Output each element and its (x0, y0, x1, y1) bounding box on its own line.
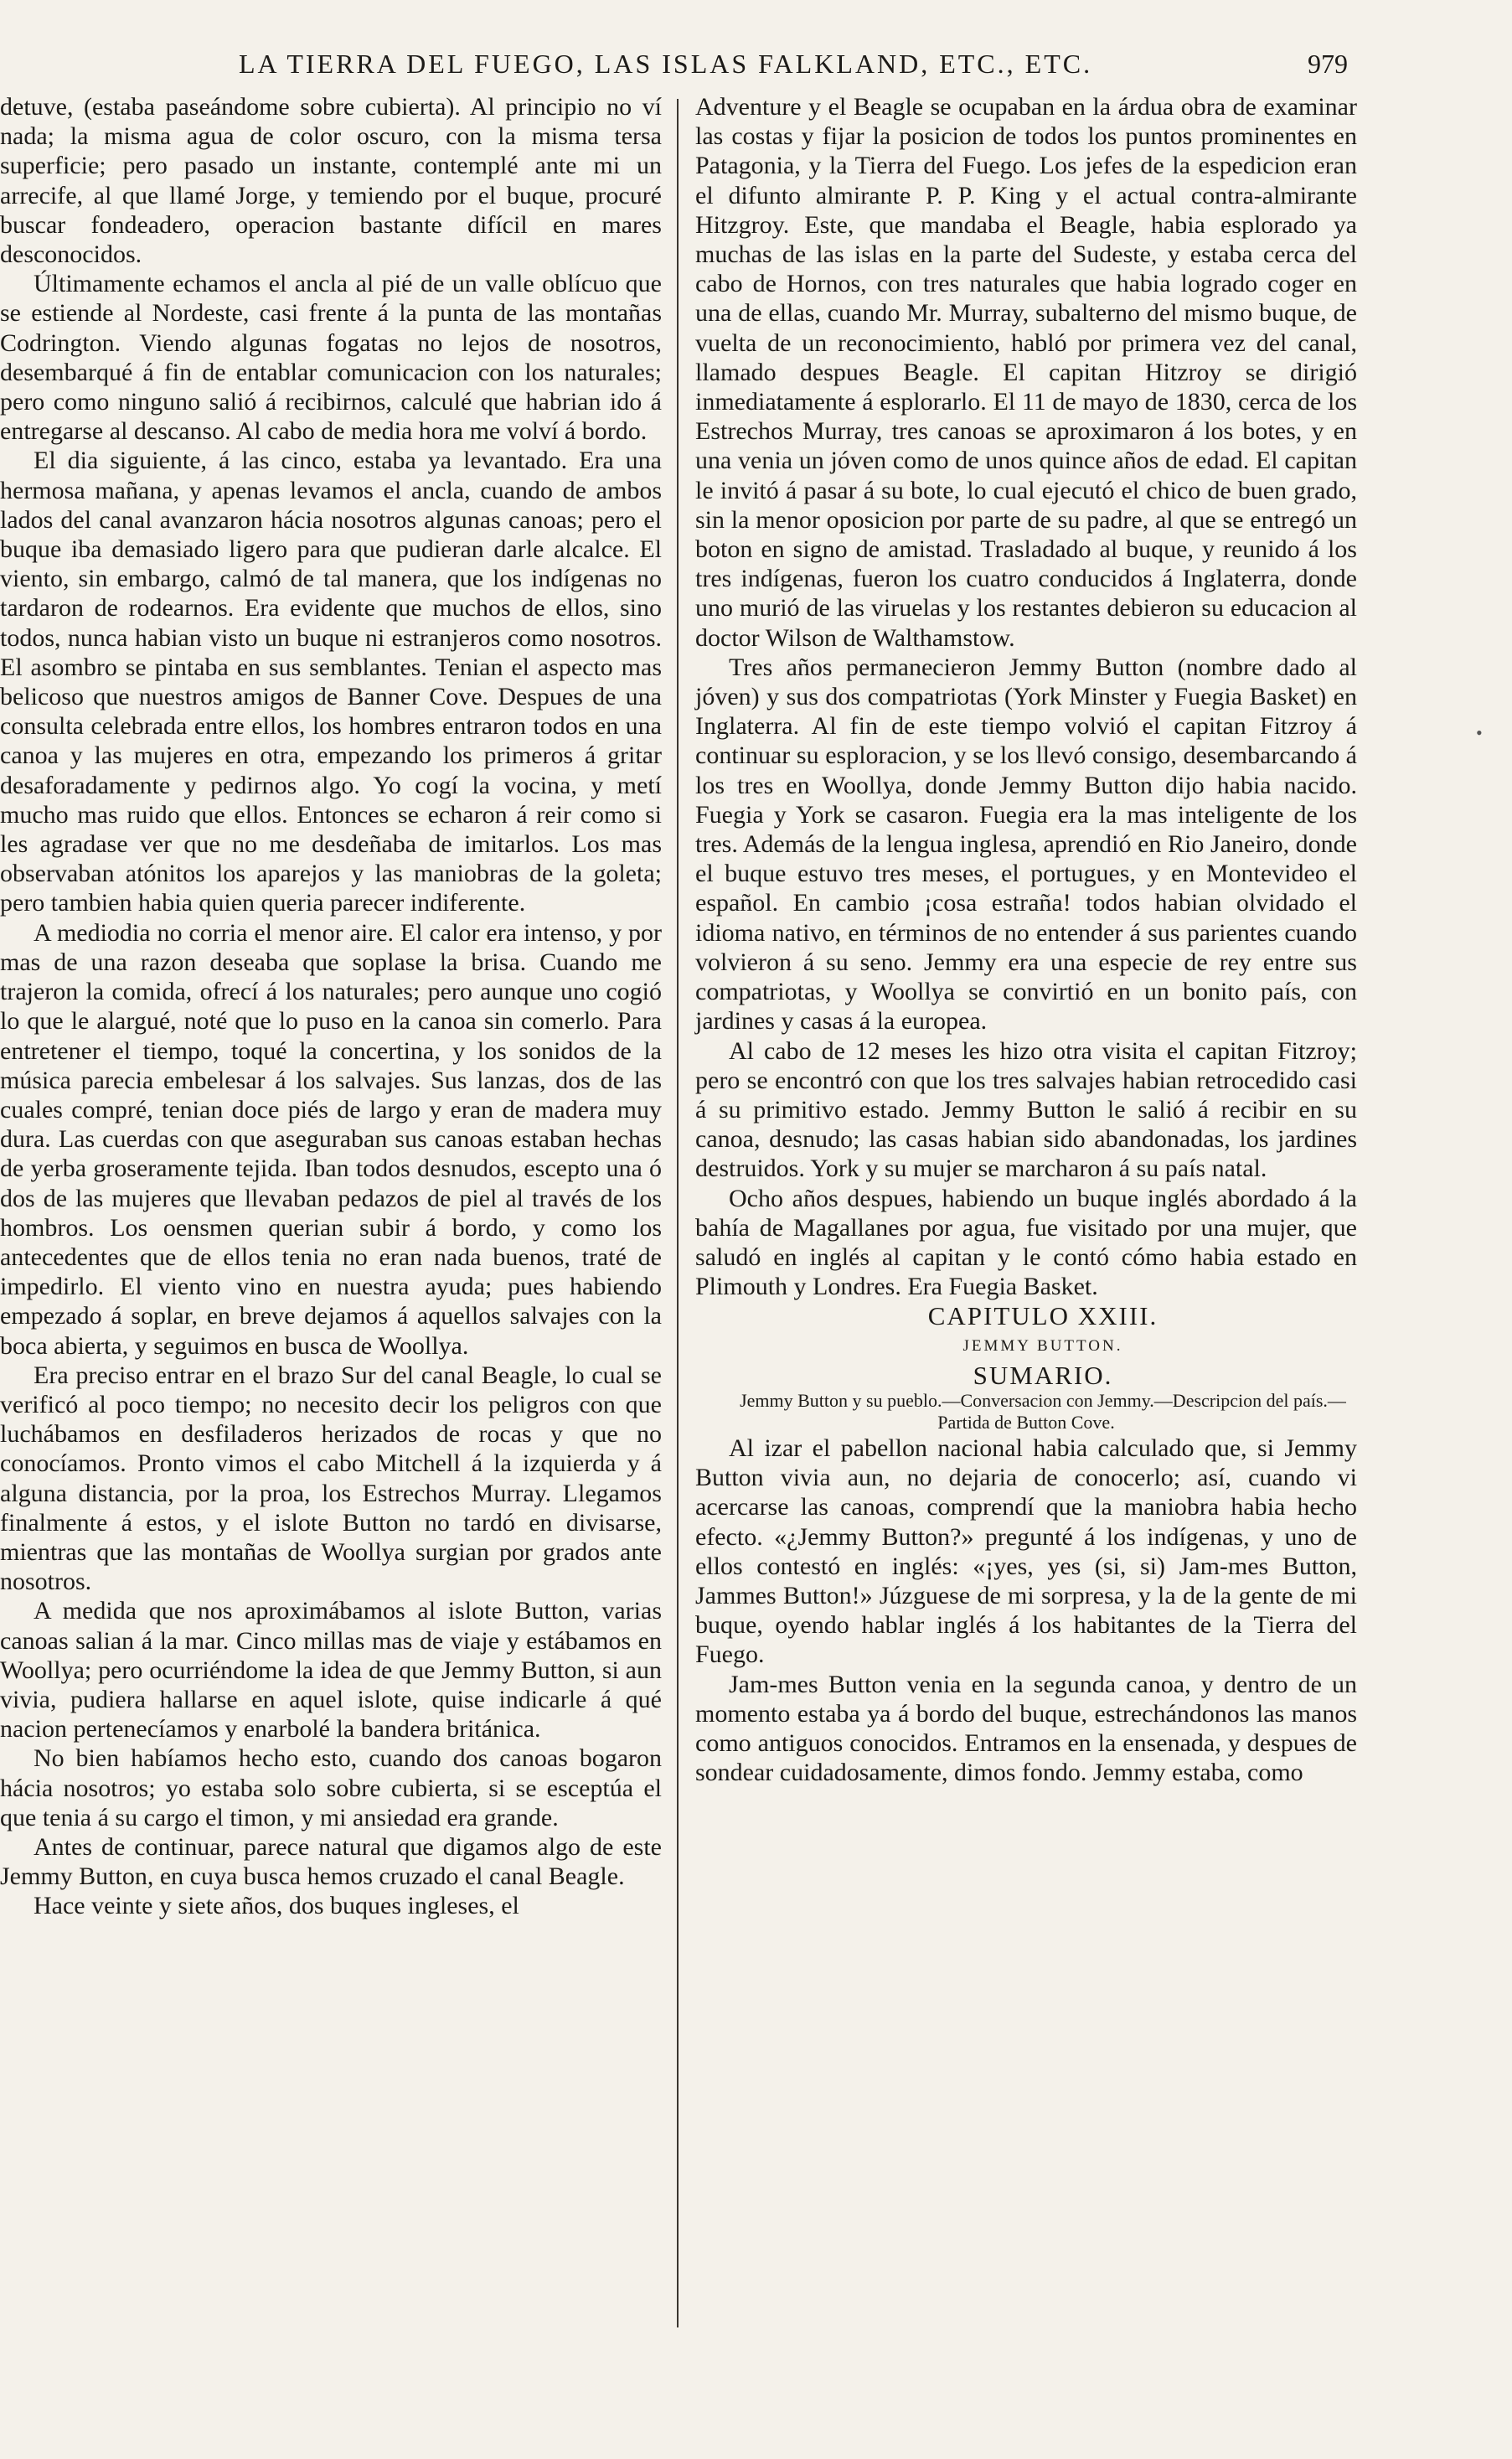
paragraph: Hace veinte y siete años, dos buques ingleses, el (34, 1892, 519, 1920)
page-number: 979 (1308, 49, 1348, 79)
summary-title: SUMARIO. (973, 1360, 1113, 1390)
paragraph: Últimamente echamos el ancla al pié de un valle oblícuo que se estiende al Nordeste, casi frente á la punta de las montañas Codrington. Viendo algunas fogatas no lejos de nosotros, desembarqué á fin de entablar comunicacion con los naturales; pero como ninguno salió á recibirnos, calculé que habrian ido á entregarse al descanso. Al cabo de media hora me volví á bordo. (0, 270, 662, 446)
chapter-subtitle: JEMMY BUTTON. (962, 1336, 1123, 1355)
paragraph: Jam-mes Button venia en la segunda canoa, y dentro de un momento estaba ya á bordo del buque, estrechándonos las manos como antiguos conocidos. Entramos en la ensenada, y despues de sondear cuidadosamente, dimos fondo. Jemmy estaba, como (695, 1670, 1357, 1787)
paragraph: Al cabo de 12 meses les hizo otra visita el capitan Fitzroy; pero se encontró con que los tres salvajes habian retrocedido casi á su primitivo estado. Jemmy Button le salió á recibir en su canoa, desnudo; las casas habian sido abandonadas, los jardines destruidos. York y su mujer se marcharon á su país natal. (695, 1036, 1357, 1183)
paragraph: Era preciso entrar en el brazo Sur del canal Beagle, lo cual se verificó al poco tiempo; no necesito decir los peligros con que luchábamos en desfiladeros herizados de rocas y que no conocíamos. Pronto vimos el cabo Mitchell á la izquierda y á alguna distancia, por la proa, los Estrechos Murray. Llegamos finalmente á estos, y el islote Button no tardó en divisarse, mientras que las montañas de Woollya surgian por grados ante nosotros. (0, 1361, 662, 1596)
margin-dot: • (1476, 722, 1483, 743)
running-head (0, 49, 1512, 85)
paragraph: Al izar el pabellon nacional habia calculado que, si Jemmy Button vivia aun, no dejaria de conocerlo; así, cuando vi acercarse las canoas, comprendí que la maniobra habia hecho efecto. «¿Jemmy Button?» pregunté á los indígenas, y uno de ellos contestó en inglés: «¡yes, yes (si, si) Jam-mes Button, Jammes Button!» Júzguese de mi sorpresa, y la de la gente de mi buque, oyendo hablar inglés á los habitantes de la Tierra del Fuego. (695, 1434, 1357, 1669)
summary-text: Jemmy Button y su pueblo.—Conversacion con Jemmy.—Descripcion del país.—Partida de Button Cove. (740, 1389, 1346, 1433)
paragraph: No bien habíamos hecho esto, cuando dos canoas bogaron hácia nosotros; yo estaba solo sobre cubierta, si se esceptúa el que tenia á su cargo el timon, y mi ansiedad era grande. (0, 1744, 662, 1831)
paragraph: detuve, (estaba paseándome sobre cubierta). Al principio no ví nada; la misma agua de color oscuro, con la misma tersa superficie; pero pasado un instante, contemplé ante mi un arrecife, al que llamé Jorge, y temiendo por el buque, procuré buscar fondeadero, operacion bastante difícil en mares desconocidos. (0, 93, 662, 269)
paragraph: Adventure y el Beagle se ocupaban en la árdua obra de examinar las costas y fijar la posicion de todos los puntos prominentes en Patagonia, y la Tierra del Fuego. Los jefes de la espedicion eran el difunto almirante P. P. King y el actual contra-almirante Hitzgroy. Este, que mandaba el Beagle, habia esplorado ya muchas de las islas en la parte del Sudeste, y estaba cerca del cabo de Hornos, con tres naturales que habia logrado coger en una de ellas, cuando Mr. Murray, subalterno del mismo buque, de vuelta de un reconocimiento, habló por primera vez del canal, llamado despues Beagle. El capitan Hitzroy se dirigió inmediatamente á esplorarlo. El 11 de mayo de 1830, cerca de los Estrechos Murray, tres canoas se aproximaron á los botes, y en una venia un jóven como de unos quince años de edad. El capitan le invitó á pasar á su bote, lo cual ejecutó el chico de buen grado, sin la menor oposicion por parte de su padre, al que se entregó un boton en signo de amistad. Trasladado al buque, y reunido á los tres indígenas, fueron los cuatro conducidos á Inglaterra, donde uno murió de las viruelas y los restantes debieron su educacion al doctor Wilson de Walthamstow. (695, 93, 1357, 652)
paragraph: Ocho años despues, habiendo un buque inglés abordado á la bahía de Magallanes por agua, fue visitado por una mujer, que saludó en inglés al capitan y le contó cómo habia estado en Plimouth y Londres. Era Fuegia Basket. (695, 1184, 1357, 1301)
paragraph: Antes de continuar, parece natural que digamos algo de este Jemmy Button, en cuya busca hemos cruzado el canal Beagle. (0, 1832, 662, 1891)
chapter-title: CAPITULO XXIII. (927, 1301, 1159, 1331)
running-title: LA TIERRA DEL FUEGO, LAS ISLAS FALKLAND, ETC., ETC. (239, 49, 1093, 79)
paragraph: Tres años permanecieron Jemmy Button (nombre dado al jóven) y sus dos compatriotas (York Minster y Fuegia Basket) en Inglaterra. Al fin de este tiempo volvió el capitan Fitzroy á continuar su esploracion, y se los llevó consigo, desembarcando á los tres en Woollya, donde Jemmy Button dijo habia nacido. Fuegia y York se casaron. Fuegia era la mas inteligente de los tres. Además de la lengua inglesa, aprendió en Rio Janeiro, donde el buque estuvo tres meses, el portugues, y en Montevideo el español. En cambio ¡cosa estraña! todos habian olvidado el idioma nativo, en términos de no entender á sus parientes cuando volvieron á su seno. Jemmy era una especie de rey entre sus compatriotas, y Woollya se convirtió en un bonito país, con jardines y casas á la europea. (695, 653, 1357, 1036)
paragraph: A mediodia no corria el menor aire. El calor era intenso, y por mas de una razon deseaba que soplase la brisa. Cuando me trajeron la comida, ofrecí á los naturales; pero aunque uno cogió lo que le alargué, noté que lo puso en la canoa sin comerlo. Para entretener el tiempo, toqué la concertina, y los sonidos de la música parecia embelesar á los salvajes. Sus lanzas, dos de las cuales compré, tenian doce piés de largo y eran de madera muy dura. Las cuerdas con que aseguraban sus canoas estaban hechas de yerba groseramente tejida. Iban todos desnudos, escepto una ó dos de las mujeres que llevaban pedazos de piel al través de los hombros. Los oensmen querian subir á bordo, y como los antecedentes que de ellos tenia no eran nada buenos, traté de impedirlo. El viento vino en nuestra ayuda; pues habiendo empezado á soplar, en breve dejamos á aquellos salvajes con la boca abierta, y seguimos en busca de Woollya. (0, 918, 662, 1360)
right-column (695, 92, 1357, 1787)
paragraph: A medida que nos aproximábamos al islote Button, varias canoas salian á la mar. Cinco millas mas de viaje y estábamos en Woollya; pero ocurriéndome la idea de que Jemmy Button, si aun vivia, pudiera hallarse en aquel islote, quise indicarle á qué nacion pertenecíamos y enarbolé la bandera británica. (0, 1597, 662, 1744)
left-column (0, 92, 662, 1921)
column-divider (677, 99, 679, 2327)
chapter-heading (695, 1301, 1357, 1434)
paragraph: El dia siguiente, á las cinco, estaba ya levantado. Era una hermosa mañana, y apenas levamos el ancla, cuando de ambos lados del canal avanzaron hácia nosotros algunas canoas; pero el buque iba demasiado ligero para que pudieran darle alcalce. El viento, sin embargo, calmó de tal manera, que los indígenas no tardaron de rodearnos. Era evidente que muchos de ellos, sino todos, nunca habian visto un buque ni estranjeros como nosotros. El asombro se pintaba en sus semblantes. Tenian el aspecto mas belicoso que nuestros amigos de Banner Cove. Despues de una consulta celebrada entre ellos, los hombres entraron todos en una canoa y las mujeres en otra, empezando los primeros á gritar desaforadamente y pedirnos algo. Yo cogí la vocina, y metí mucho mas ruido que ellos. Entonces se echaron á reir como si les agradase ver que no me desdeñaba de imitarlos. Los mas observaban atónitos los aparejos y las maniobras de la goleta; pero tambien habia quien queria parecer indiferente. (0, 447, 662, 917)
